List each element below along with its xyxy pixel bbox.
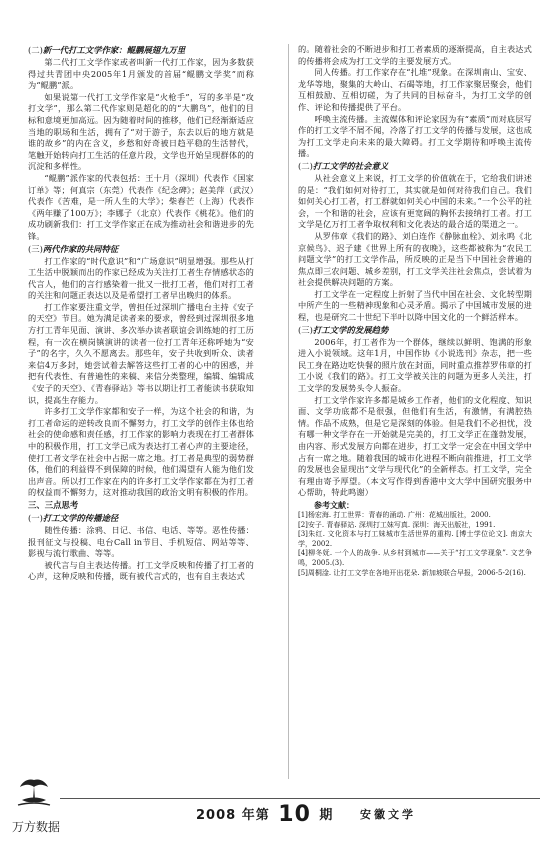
reference-entry: [2]安子. 青春驿站. 深圳打工妹写真. 深圳：海天出版社，1991. [298,520,496,529]
issue-suffix: 期 [319,808,334,823]
body-paragraph: 打工文学作家许多都是城乡工作者，他们的文化程度、知识面、文学功底都不是很强，但他们有生活，有激情，有满腔热情。作品不成熟，但是它是深刻的体验。但是我们不必担忧，没有哪一种文学存在一开始就是完美的，打工文学正在蓬勃发展，由内容、形式发展方向都在进步，打工文学一定会在中国文学中占有一席之地。随着我国的城市化进程不断向前推进，打工文学的发展也会显现出“文学与现代化”的全新样态。打工文学，完全有理由寄予厚望。（本文写作得到香港中文大学中国研究服务中心帮助，特此鸣谢） [298,394,532,498]
references-heading: 参考文献： [314,499,354,510]
left-column [28,44,254,583]
body-paragraph: 打工作家要注重文学，曾担任过深圳广播电台主持《安子的天空》节目。她为满足读者来的要求，曾经到过深圳很多地方打工青年见面、演讲、多次举办读者联谊会训练她的打工历程，有一次在横岗镇演讲的读者一位打工青年还称呼她为“安子”的名字，久久不愿离去。那些年，安子共收到听众、读者来信4万多封，她尝试着去解答这些打工者的心中的困惑，并把有代表性、有普遍性的来稿、来信分类整理，编辑、编辑成《安子的天空》、《青春驿站》等书以期让打工者能读书获取知识，提高生存能力。 [28,301,254,405]
column-divider [288,44,289,779]
reference-entry: [1]杨宏海. 打工世界：青春的涌动. 广州：花城出版社，2000. [298,510,491,519]
subsection-heading [28,512,254,525]
body-paragraph: 从罗伟章《我们的路》、刘白连作《静脉血栓》、刘永鸣《北京候鸟》、迟子建《世界上所有的夜晚》，这些都被称为“农民工问题文学”的打工文学作品，所反映的正是当下中国社会普遍的焦点即三农问题、城乡差别，打工文学关注社会焦点，尝试着为社会提供解决问题的方案。 [298,230,532,288]
body-paragraph: 的。随着社会的不断进步和打工者素质的逐渐提高，自主表达式的传播将会成为打工文学的主要发展方式。 [298,44,532,66]
reference-entry: [4]柳冬妩. 一个人的战争. 从乡村到城市——关于“打工文学现象”. 文艺争鸣，2005.(3). [298,549,532,567]
body-paragraph: 如果说第一代打工文学作家是“火枪手”，写的多半是“攻打文学”，那么第二代作家则是超化的的“大鹏鸟”，他们的目标和意境更加高远。因为随着时间的推移，他们已经渐渐适应当地的职场和生活，拥有了“对于游子，东去以后的地方就是谁的故乡”的内在含义，乡愁和好奇被日趋平稳的生活替代，笔触开始转向打工生活的任意片段，文学也开始呈现群体的的沉淀和多样性。 [28,91,254,172]
issue-year: 2008 [196,808,237,823]
subsection-number: (二) [28,45,43,55]
body-paragraph: 许多打工文学作家都和安子一样，为这个社会的和谐，为打工者命运的逆转改良而不懈努力，打工文学的创作主体也给社会的使命感和责任感，打工作家的影响力表现在打工者群体中的积极作用，打工文学已成为表达打工者心声的主要途径，使打工者文学在社会中占据一席之地。打工者是典型的弱势群体，他们的利益得不到保障的时候，他们渴望有人能为他们发出声音。所以打工作家在内的许多打工文学作家都在为打工者的权益而不懈努力，这对推动我国的政治文明有积极的作用。 [28,406,254,498]
subsection-number: (一) [28,512,43,523]
subsection-number: (二) [298,160,313,171]
body-paragraph: 打工作家的“时代意识”和“广场意识”明显增强。那些从打工生活中脱颖而出的作家已经成为关注打工者生存情感状态的代言人，他们的言行感染着一批又一批打工者，他们对打工者的关注和问题正表达以及是希望打工者早出晚归的体系。 [28,255,254,301]
watermark: 万方数据 [12,820,61,834]
subsection-heading [298,324,532,337]
subsection-heading [28,44,254,57]
reference-entry: [3]朱红. 文化资本与打工妹城市生活世界的重构. [博士学位论文]. 南京大学，2002. [298,530,532,548]
journal-name: 安徽文学 [360,808,416,821]
subsection-title: 打工文学的社会意义 [312,160,389,171]
body-paragraph: 2006年，打工者作为一个群体，继续以鲜明、饱满的形象进入小说领域。这年1月，中国作协《小说选刊》杂志，把一些民工身在路边吃快餐的照片放在封面，同时重点推荐罗伟章的打工小说《我们的路》。打工文学被关注的问题为更多人关注，打工文学的发展势头令人振奋。 [298,336,532,394]
subsection-title: 新一代打工文学作家：鲲鹏展翅九万里 [42,45,186,55]
body-paragraph: 随性传播：涂鸦、日记、书信、电话、等等。恶性传播：报刊征文与投稿、电台Call in节目、手机短信、网站等等、影视与流行歌曲、等等。 [28,524,254,559]
right-column [298,44,532,578]
body-paragraph: 第二代打工文学作家或者叫新一代打工作家，因为多数获得过共青团中央2005年1月颁发的首届“鲲鹏文学奖”而称为“鲲鹏”派。 [28,57,254,91]
issue-year-suffix: 年第 [241,808,270,823]
reference-entry: [5]周桐淦. 让打工文学在各地开出花朵. 新加坡联合早报，2006-5-2(16). [298,568,526,577]
body-paragraph: 同人传播。打工作家存在“扎堆”现象。在深圳南山、宝安、龙华等地，聚集的大岭山、石碣等地，打工作家聚居聚会，他们互相鼓励、互相切磋，为了共同的目标奋斗，为打工文学的创作、评论和传播提供了平台。 [298,67,532,112]
subsection-heading [298,160,532,173]
subsection-number: (三) [28,243,43,254]
body-paragraph: 打工文学在一定程度上折射了当代中国在社会、文化转型期中所产生的一些精神现象和心灵矛盾。揭示了中国城市发展的进程，也是研究二十世纪下半叶以降中国文化的一个鲜活样本。 [298,288,532,323]
body-paragraph: 被代言与自主表达传播。打工文学反映和传播了打工者的心声，这种反映和传播，既有被代言式的，也有自主表达式 [28,559,254,582]
body-paragraph: “鲲鹏”派作家的代表包括：王十月（深圳）代表作《国家订单》等；何真宗（东莞）代表作《纪念碑》；赵美萍（武汉）代表作《苦难，是一所人生的大学》；柴春芒（上海）代表作《两年赚了100万》；李娜子（北京）代表作《桃花》。他们的成功刷新我们：打工文学作家正在成为推动社会和谐进步的先锋。 [28,172,254,241]
body-paragraph: 呼唤主流传播。主流媒体和评论家因为有“素质”而对底层写作的打工文学不屑不闻，冷落了打工文学的传播与发展，这也成为打工文学走向未来的最大障碍。打工文学期待和呼唤主流传播。 [298,113,532,159]
section-heading: 三、三点思考 [28,499,79,510]
body-paragraph: 从社会意义上来说，打工文学的价值就在于，它给我们讲述的是：“我们如何对待打工，其实就是如何对待我们自己。我们如何关心打工者，打工群就如何关心中国的未来。”一个公平的社会，一个和谐的社会，应该有更宽阔的胸怀去接纳打工者。打工文学是亿万打工者争取权利和文化表达的最合适的渠道之一。 [298,172,532,230]
issue-label [196,802,333,827]
subsection-title: 打工文学的传播途径 [42,512,119,523]
subsection-title: 打工文学的发展趋势 [312,324,389,335]
issue-number: 10 [278,802,311,827]
subsection-title: 两代作家的共同特征 [42,243,119,254]
footer-rule [60,798,540,799]
subsection-heading [28,243,254,256]
subsection-number: (三) [298,324,313,335]
